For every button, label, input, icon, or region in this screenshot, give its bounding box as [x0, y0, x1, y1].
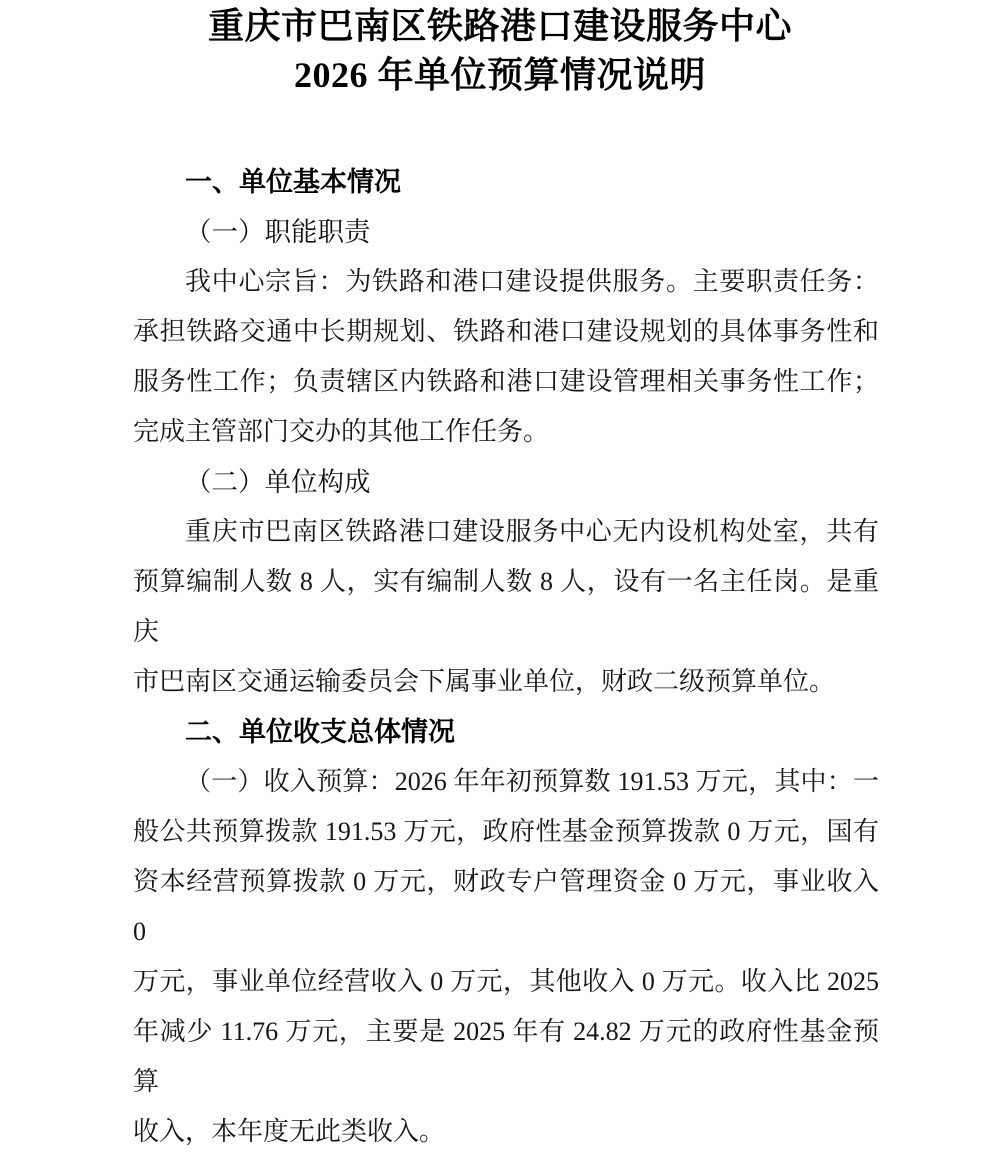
document-body: [133, 157, 879, 1157]
document-title-line-2: 2026 年单位预算情况说明: [293, 55, 706, 95]
body-line: 收入，本年度无此类收入。: [133, 1117, 446, 1146]
body-line: （一）收入预算：2026 年年初预算数 191.53 万元，其中：一: [185, 767, 879, 796]
section-heading-2: 二、单位收支总体情况: [185, 717, 455, 747]
subsection-heading: （一）职能职责: [185, 217, 371, 247]
body-line: 重庆市巴南区铁路港口建设服务中心无内设机构处室，共有: [185, 517, 879, 546]
document-title: [0, 0, 1000, 100]
body-line: 般公共预算拨款 191.53 万元，政府性基金预算拨款 0 万元，国有: [133, 817, 879, 846]
document-title-line-1: 重庆市巴南区铁路港口建设服务中心: [207, 6, 792, 46]
section-heading-1: 一、单位基本情况: [185, 167, 401, 197]
body-line: 资本经营预算拨款 0 万元，财政专户管理资金 0 万元，事业收入 0: [133, 867, 879, 946]
subsection-heading: （二）单位构成: [185, 467, 371, 497]
body-line: 我中心宗旨：为铁路和港口建设提供服务。主要职责任务：: [185, 267, 879, 296]
body-line: 完成主管部门交办的其他工作任务。: [133, 417, 550, 446]
body-line: 万元，事业单位经营收入 0 万元，其他收入 0 万元。收入比 2025: [133, 967, 879, 996]
body-line: 市巴南区交通运输委员会下属事业单位，财政二级预算单位。: [133, 667, 836, 696]
body-line: 预算编制人数 8 人，实有编制人数 8 人，设有一名主任岗。是重庆: [133, 567, 879, 646]
body-line: 承担铁路交通中长期规划、铁路和港口建设规划的具体事务性和: [133, 317, 879, 346]
body-line: 服务性工作；负责辖区内铁路和港口建设管理相关事务性工作；: [133, 367, 879, 396]
body-line: 年减少 11.76 万元，主要是 2025 年有 24.82 万元的政府性基金预算: [133, 1017, 879, 1096]
